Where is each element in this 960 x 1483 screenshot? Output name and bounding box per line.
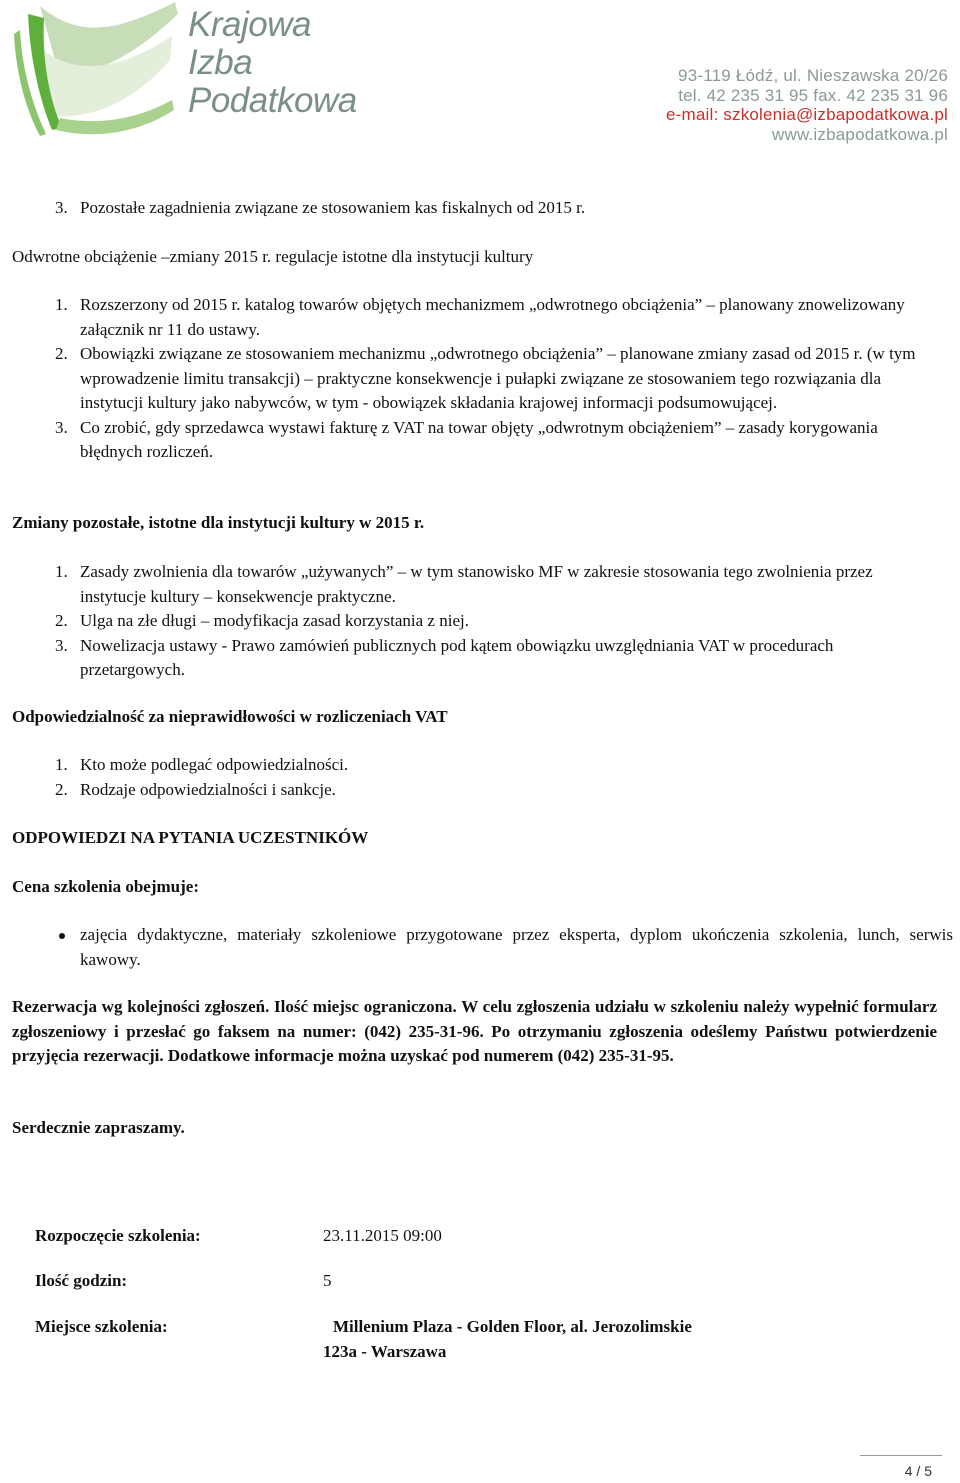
- list-text: Nowelizacja ustawy - Prawo zamówień publicznych pod kątem obowiązku uwzględniania VAT w procedurach przetargowych.: [80, 635, 834, 679]
- logo-wordmark: [188, 6, 357, 120]
- list-number: 2.: [55, 611, 68, 630]
- list-text: Co zrobić, gdy sprzedawca wystawi fakturę z VAT na towar objęty „odwrotnym obciążeniem” – zasady korygowania błędnych rozliczeń.: [80, 417, 878, 461]
- list-item: [55, 560, 935, 609]
- logo-line-3: Podatkowa: [188, 81, 357, 120]
- list-item: [55, 634, 935, 683]
- krajowa-izba-podatkowa-logo-icon: [0, 0, 190, 140]
- list-text: Pozostałe zagadnienia związane ze stosowaniem kas fiskalnych od 2015 r.: [80, 198, 586, 217]
- list-number: 3.: [55, 417, 68, 437]
- list-item: [55, 753, 928, 778]
- place-line-1: Millenium Plaza - Golden Floor, al. Jerozolimskie: [333, 1317, 692, 1336]
- section1-list: [55, 293, 928, 465]
- list-item: [55, 778, 928, 803]
- section3-list: [55, 753, 928, 802]
- start-label: Rozpoczęcie szkolenia:: [35, 1226, 201, 1245]
- list-text: Zasady zwolnienia dla towarów „używanych” – w tym stanowisko MF w zakresie stosowania tego zwolnienia przez instytucje kultury – konsekwencje praktyczne.: [80, 562, 873, 606]
- contact-website: www.izbapodatkowa.pl: [772, 124, 948, 144]
- list-item: [55, 196, 928, 221]
- price-bullet-text: zajęcia dydaktyczne, materiały szkoleniowe przygotowane przez eksperta, dyplom ukończenia szkolenia, lunch, serwis kawowy.: [80, 925, 953, 969]
- place-label: Miejsce szkolenia:: [35, 1317, 168, 1336]
- footer-divider: [860, 1455, 942, 1456]
- list-number: 1.: [55, 295, 68, 314]
- list-number: 1.: [55, 562, 68, 581]
- hours-label: Ilość godzin:: [35, 1271, 128, 1290]
- list-item: [55, 293, 928, 342]
- list-text: Obowiązki związane ze stosowaniem mechanizmu „odwrotnego obciążenia” – planowane zmiany zasad od 2015 r. (w tym wprowadzenie limitu transakcji) – praktyczne konsekwencje i pułapki związane ze stosowaniem tego rozwiązania dla instytucji kultury jako nabywców, w tym - obowiązek składania krajowej informacji podsumowującej.: [80, 344, 916, 412]
- contact-address: 93-119 Łódź, ul. Nieszawska 20/26: [678, 66, 948, 85]
- list-number: 2.: [55, 344, 68, 363]
- place-value: [323, 1315, 692, 1364]
- logo-line-1: Krajowa: [188, 5, 311, 44]
- logo-line-2: Izba: [188, 43, 253, 82]
- list-number: 3.: [55, 635, 68, 655]
- reservation-paragraph: Rezerwacja wg kolejności zgłoszeń. Ilość miejsc ograniczona. W celu zgłoszenia udziału w szkoleniu należy wypełnić formularz zgłoszeniowy i przesłać go faksem na numer: (042) 235-31-96. Po otrzymaniu zgłoszenia odeślemy Państwu potwierdzenie przyjęcia rezerwacji. Dodatkowe informacje można uzyskać pod numerem (042) 235-31-95.: [12, 997, 937, 1065]
- answers-heading: ODPOWIEDZI NA PYTANIA UCZESTNIKÓW: [12, 828, 369, 847]
- list-number: 3.: [55, 198, 68, 217]
- page-number: 4 / 5: [904, 1463, 932, 1479]
- list-text: Ulga na złe długi – modyfikacja zasad korzystania z niej.: [80, 611, 469, 630]
- contact-email: e-mail: szkolenia@izbapodatkowa.pl: [665, 105, 948, 124]
- closing-text: Serdecznie zapraszamy.: [12, 1118, 185, 1137]
- section-heading-other-changes: Zmiany pozostałe, istotne dla instytucji kultury w 2015 r.: [12, 513, 425, 532]
- section-heading-liability: Odpowiedzialność za nieprawidłowości w rozliczeniach VAT: [12, 707, 448, 726]
- list-text: Rodzaje odpowiedzialności i sankcje.: [80, 779, 336, 799]
- page-header: [0, 0, 960, 150]
- top-list: [55, 196, 928, 221]
- start-value: 23.11.2015 09:00: [323, 1226, 442, 1245]
- list-number: 2.: [55, 779, 68, 799]
- list-item: [55, 342, 928, 416]
- contact-phone: tel. 42 235 31 95 fax. 42 235 31 96: [678, 85, 948, 105]
- list-number: 1.: [55, 755, 68, 774]
- list-text: Kto może podlegać odpowiedzialności.: [80, 755, 349, 774]
- price-heading: Cena szkolenia obejmuje:: [12, 877, 199, 896]
- place-line-2: 123a - Warszawa: [323, 1341, 447, 1361]
- list-item: [55, 416, 928, 465]
- section2-list: [55, 560, 935, 683]
- list-text: Rozszerzony od 2015 r. katalog towarów objętych mechanizmem „odwrotnego obciążenia” – planowany znowelizowany załącznik nr 11 do ustawy.: [80, 295, 905, 339]
- section-heading-reverse-charge: Odwrotne obciążenie –zmiany 2015 r. regulacje istotne dla instytucji kultury: [12, 247, 534, 266]
- list-item: [55, 609, 935, 634]
- contact-block: [666, 66, 948, 144]
- hours-value: 5: [323, 1271, 332, 1290]
- price-bullet-item: [55, 923, 953, 972]
- bullet-icon: [59, 933, 65, 939]
